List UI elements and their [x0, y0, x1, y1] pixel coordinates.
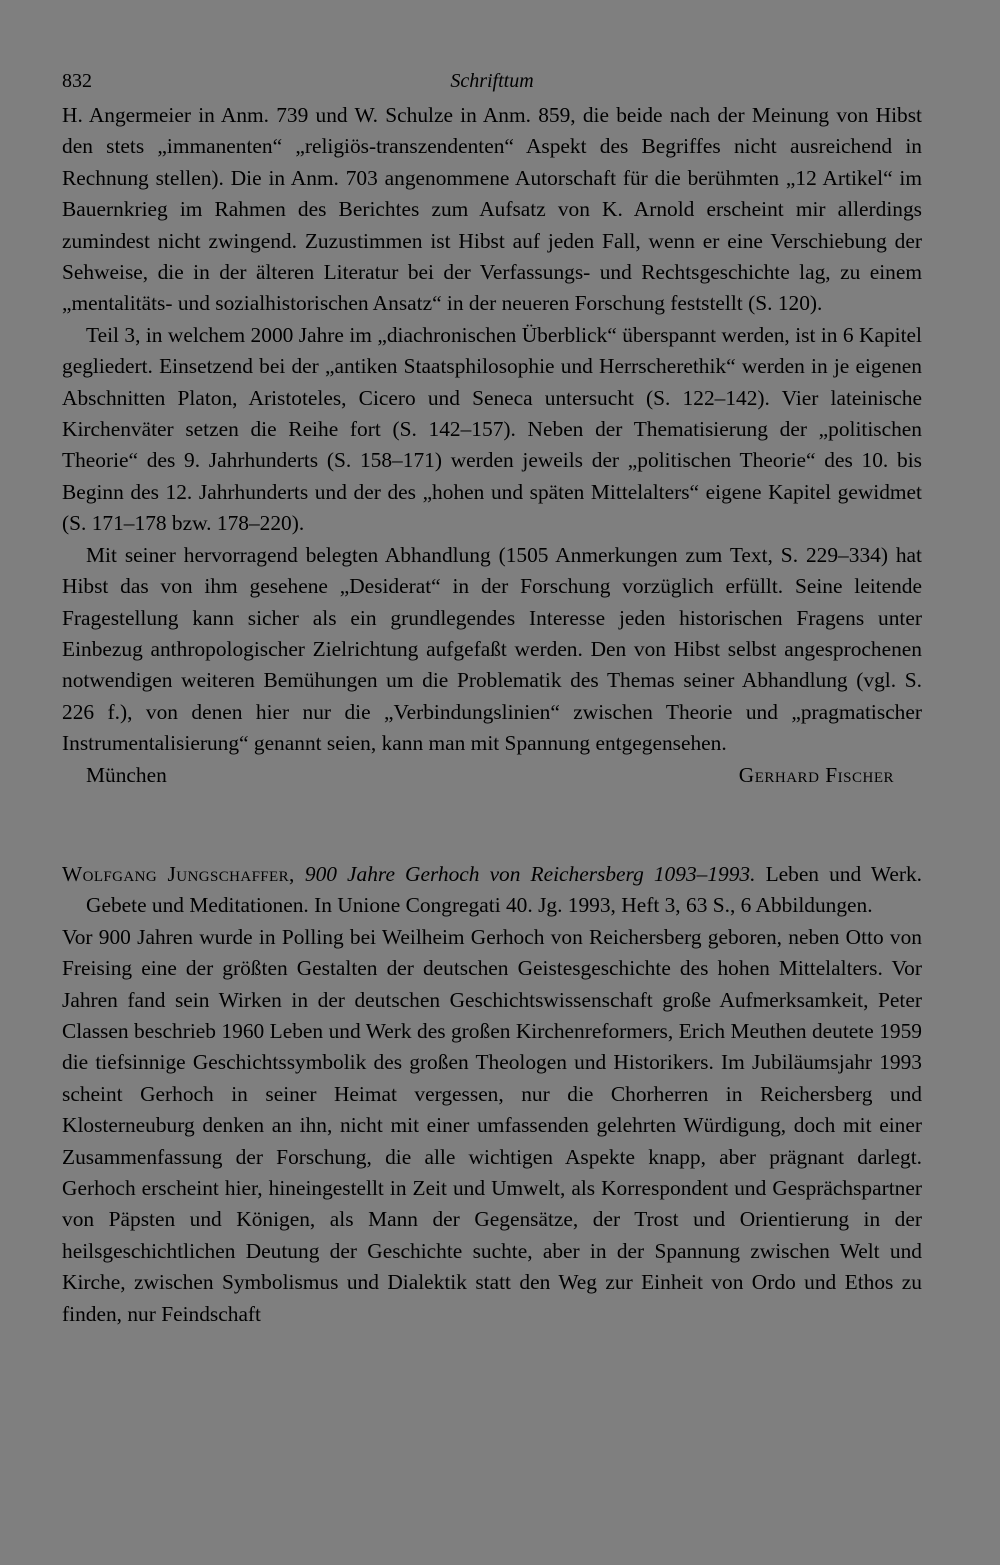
reference-author: Wolfgang Jungschaffer,: [62, 861, 295, 886]
reference-details: Leben und Werk. Gebete und Meditationen. In Unione Congregati 40. Jg. 1993, Heft 3, 63 S., 6 Abbildungen.: [86, 861, 923, 918]
review-jungschaffer: [62, 859, 922, 1330]
page: [62, 60, 922, 1330]
paragraph-1: H. Angermeier in Anm. 739 und W. Schulze in Anm. 859, die beide nach der Meinung von Hibst den stets „immanenten“ „religiös-transzendenten“ Aspekt des Begriffes nicht ausreichend in Rechnung stellen). Die in Anm. 703 angenommene Autorschaft für die berühmten „12 Artikel“ im Bauernkrieg im Rahmen des Berichtes zum Aufsatz von K. Arnold erscheint mir allerdings zumindest nicht zwingend. Zuzustimmen ist Hibst auf jeden Fall, wenn er eine Verschiebung der Sehweise, die in der älteren Literatur bei der Verfassungs- und Rechtsgeschichte lag, zu einem „mentalitäts- und sozialhistorischen Ansatz“ in der neueren Forschung feststellt (S. 120).: [62, 103, 922, 316]
signature-line: [62, 760, 922, 791]
section-gap: [62, 791, 922, 859]
running-head: Schrifttum: [450, 70, 534, 92]
signature-place: München: [86, 762, 167, 787]
bibliographic-reference: [62, 859, 922, 922]
reviewer-name: Gerhard Fischer: [738, 762, 894, 787]
page-number: 832: [62, 70, 92, 92]
reference-title: 900 Jahre Gerhoch von Reichersberg 1093–1993.: [304, 861, 756, 886]
page-header: [62, 60, 922, 100]
review-body: Vor 900 Jahren wurde in Polling bei Weilheim Gerhoch von Reichersberg geboren, neben Otto von Freising eine der größten Gestalten der deutschen Geistesgeschichte des hohen Mittelalters. Vor Jahren fand sein Wirken in der deutschen Geschichtswissenschaft große Aufmerksamkeit, Peter Classen beschrieb 1960 Leben und Werk des großen Kirchenreformers, Erich Meuthen deutete 1959 die tiefsinnige Geschichtssymbolik des großen Theologen und Historikers. Im Jubiläumsjahr 1993 scheint Gerhoch in seiner Heimat vergessen, nur die Chorherren in Reichersberg und Klosterneuburg denken an ihn, nicht mit einer umfassenden gelehrten Würdigung, doch mit einer Zusammenfassung der Forschung, die alle wichtigen Aspekte knapp, aber prägnant darlegt. Gerhoch erscheint hier, hineingestellt in Zeit und Umwelt, als Korrespondent und Gesprächspartner von Päpsten und Königen, als Mann der Gegensätze, der Trost und Orientierung in der heilsgeschichtlichen Deutung der Geschichte suchte, aber in der Spannung zwischen Welt und Kirche, zwischen Symbolismus und Dialektik statt den Weg zur Einheit von Ordo und Ethos zu finden, nur Feindschaft: [62, 924, 922, 1326]
paragraph-2: Teil 3, in welchem 2000 Jahre im „diachronischen Überblick“ überspannt werden, ist in 6 Kapitel gegliedert. Einsetzend bei der „antiken Staatsphilosophie und Herrscherethik“ werden in je eigenen Abschnitten Platon, Aristoteles, Cicero und Seneca untersucht (S. 122–142). Vier lateinische Kirchenväter setzen die Reihe fort (S. 142–157). Neben der Thematisierung der „politischen Theorie“ des 9. Jahrhunderts (S. 158–171) werden jeweils der „politischen Theorie“ des 10. bis Beginn des 12. Jahrhunderts und der des „hohen und späten Mittelalters“ eigene Kapitel gewidmet (S. 171–178 bzw. 178–220).: [62, 322, 922, 536]
review-fischer: [62, 100, 922, 791]
paragraph-3: Mit seiner hervorragend belegten Abhandlung (1505 Anmerkungen zum Text, S. 229–334) hat Hibst das von ihm gesehene „Desiderat“ in der Forschung vorzüglich erfüllt. Seine leitende Fragestellung kann sicher als ein grundlegendes Interesse jeden historischen Fragens unter Einbezug anthropologischer Zielrichtung aufgefaßt werden. Den von Hibst selbst angesprochenen notwendigen weiteren Bemühungen um die Problematik des Themas seiner Abhandlung (vgl. S. 226 f.), von denen hier nur die „Verbindungslinien“ zwischen Theorie und „pragmatischer Instrumentalisierung“ genannt seien, kann man mit Spannung entgegensehen.: [62, 542, 922, 756]
